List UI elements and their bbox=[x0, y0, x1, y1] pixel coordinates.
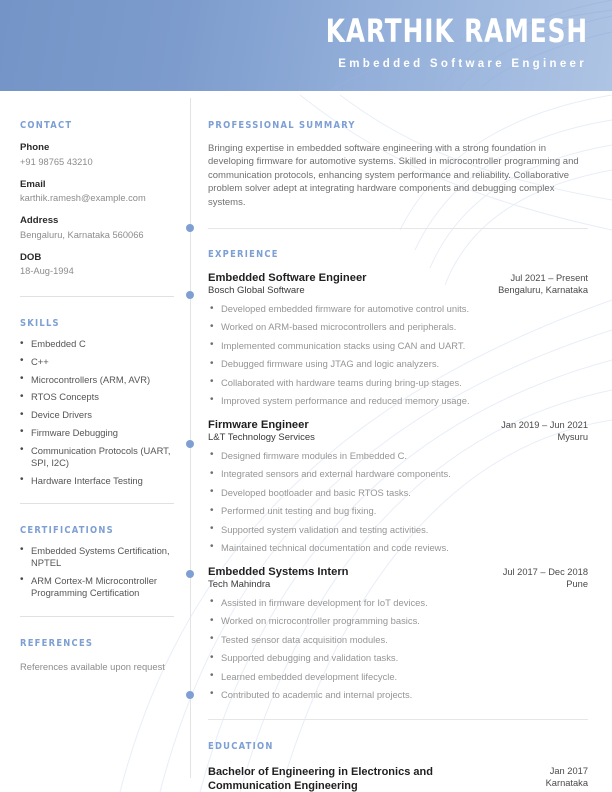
contact-heading: CONTACT bbox=[20, 120, 73, 131]
job-header bbox=[208, 419, 588, 431]
list-item: • Supported debugging and validation tasks. bbox=[208, 652, 588, 664]
certifications-section bbox=[0, 504, 190, 599]
list-item: • Hardware Interface Testing bbox=[20, 475, 174, 487]
list-item: • Tested sensor data acquisition modules. bbox=[208, 634, 588, 646]
list-item: • C++ bbox=[20, 356, 174, 368]
job-header bbox=[208, 272, 588, 284]
contact-field bbox=[20, 179, 174, 205]
education-section bbox=[190, 720, 612, 792]
job-location: Pune bbox=[566, 578, 588, 589]
job-title: Embedded Software Engineer bbox=[208, 272, 367, 285]
list-item: • Collaborated with hardware teams during bring-up stages. bbox=[208, 377, 588, 389]
job-location: Bengaluru, Karnataka bbox=[498, 285, 588, 296]
candidate-role: Embedded Software Engineer bbox=[338, 58, 587, 70]
resume-header bbox=[0, 0, 612, 91]
job-date: Jul 2021 – Present bbox=[510, 273, 588, 284]
list-item: • Learned embedded development lifecycle. bbox=[208, 671, 588, 683]
list-item: • Designed firmware modules in Embedded C. bbox=[208, 450, 588, 462]
contact-field bbox=[20, 252, 174, 278]
education-degree: Bachelor of Engineering in Electronics and Communication Engineering bbox=[208, 765, 433, 792]
contact-label: DOB bbox=[20, 251, 42, 263]
job-title: Embedded Systems Intern bbox=[208, 565, 349, 578]
list-item: • Firmware Debugging bbox=[20, 427, 174, 439]
job-header bbox=[208, 566, 588, 578]
list-item: • Implemented communication stacks using CAN and UART. bbox=[208, 340, 588, 352]
list-item: • Maintained technical documentation and code reviews. bbox=[208, 542, 588, 554]
references-text: References available upon request bbox=[20, 661, 165, 673]
list-item: • Contributed to academic and internal projects. bbox=[208, 689, 588, 701]
contact-field bbox=[20, 142, 174, 168]
education-meta bbox=[536, 765, 588, 790]
job-company: Tech Mahindra bbox=[208, 578, 271, 590]
skills-heading: SKILLS bbox=[20, 318, 60, 329]
list-item: • ARM Cortex-M Microcontroller Programming Certification bbox=[20, 575, 174, 599]
job-company: Bosch Global Software bbox=[208, 285, 305, 297]
list-item: • Communication Protocols (UART, SPI, I2C) bbox=[20, 445, 174, 469]
experience-entry bbox=[208, 566, 588, 701]
contact-value: 18-Aug-1994 bbox=[20, 266, 74, 276]
contact-section bbox=[0, 91, 190, 277]
summary-text: Bringing expertise in embedded software engineering with a strong foundation in developing firmware for automotive systems. Skilled in microcontroller programming and communication protocols, enhancing system performance and reliability. Collaborative problem solver adept at integrating hardware components and debugging complex systems. bbox=[208, 143, 579, 208]
timeline-dot bbox=[186, 224, 194, 232]
skills-section bbox=[0, 297, 190, 487]
list-item: • Developed bootloader and basic RTOS tasks. bbox=[208, 487, 588, 499]
list-item: • Performed unit testing and bug fixing. bbox=[208, 505, 588, 517]
list-item: • Microcontrollers (ARM, AVR) bbox=[20, 374, 174, 386]
main-column bbox=[190, 91, 612, 792]
job-date: Jan 2019 – Jun 2021 bbox=[501, 419, 588, 430]
skills-list bbox=[20, 338, 174, 487]
timeline-dot bbox=[186, 691, 194, 699]
job-subheader bbox=[208, 579, 588, 590]
references-section bbox=[0, 617, 190, 673]
contact-value: karthik.ramesh@example.com bbox=[20, 193, 146, 203]
contact-label: Phone bbox=[20, 142, 50, 153]
list-item: • Improved system performance and reduced memory usage. bbox=[208, 395, 588, 407]
experience-entry bbox=[208, 419, 588, 554]
list-item: • Worked on ARM-based microcontrollers and peripherals. bbox=[208, 321, 588, 333]
summary-heading: PROFESSIONAL SUMMARY bbox=[208, 120, 356, 131]
list-item: • Integrated sensors and external hardware components. bbox=[208, 468, 588, 480]
summary-section bbox=[190, 91, 612, 209]
job-duties bbox=[208, 303, 588, 407]
timeline-line bbox=[190, 98, 192, 778]
list-item: • Debugged firmware using JTAG and logic analyzers. bbox=[208, 358, 588, 370]
job-subheader bbox=[208, 432, 588, 443]
education-heading: EDUCATION bbox=[208, 740, 274, 752]
sidebar bbox=[0, 91, 190, 673]
job-date: Jul 2017 – Dec 2018 bbox=[502, 566, 588, 577]
list-item: • Supported system validation and testing activities. bbox=[208, 524, 588, 536]
job-location: Mysuru bbox=[557, 431, 588, 442]
contact-label: Address bbox=[20, 215, 59, 226]
timeline-dot bbox=[186, 570, 194, 578]
contact-label: Email bbox=[20, 178, 46, 190]
job-title: Firmware Engineer bbox=[208, 418, 309, 431]
contact-field bbox=[20, 215, 174, 241]
timeline-dot bbox=[186, 291, 194, 299]
experience-entry bbox=[208, 272, 588, 407]
job-duties bbox=[208, 597, 588, 701]
list-item: • Embedded Systems Certification, NPTEL bbox=[20, 545, 174, 569]
list-item: • Worked on microcontroller programming basics. bbox=[208, 615, 588, 627]
contact-value: +91 98765 43210 bbox=[20, 156, 93, 167]
list-item: • RTOS Concepts bbox=[20, 391, 174, 403]
timeline-dot bbox=[186, 440, 194, 448]
education-location: Karnataka bbox=[545, 778, 588, 789]
list-item: • Developed embedded firmware for automotive control units. bbox=[208, 303, 588, 315]
job-subheader bbox=[208, 285, 588, 296]
job-company: L&T Technology Services bbox=[208, 431, 315, 443]
contact-value: Bengaluru, Karnataka 560066 bbox=[20, 229, 144, 240]
experience-heading: EXPERIENCE bbox=[208, 249, 279, 261]
certifications-list bbox=[20, 545, 174, 599]
certifications-heading: CERTIFICATIONS bbox=[20, 524, 114, 536]
education-date: Jan 2017 bbox=[549, 765, 588, 776]
experience-section bbox=[190, 229, 612, 701]
candidate-name: KARTHIK RAMESH bbox=[325, 12, 588, 50]
list-item: • Assisted in firmware development for IoT devices. bbox=[208, 597, 588, 609]
education-entry bbox=[208, 765, 588, 792]
list-item: • Device Drivers bbox=[20, 409, 174, 421]
job-duties bbox=[208, 450, 588, 554]
references-heading: REFERENCES bbox=[20, 638, 94, 650]
list-item: • Embedded C bbox=[20, 338, 174, 350]
